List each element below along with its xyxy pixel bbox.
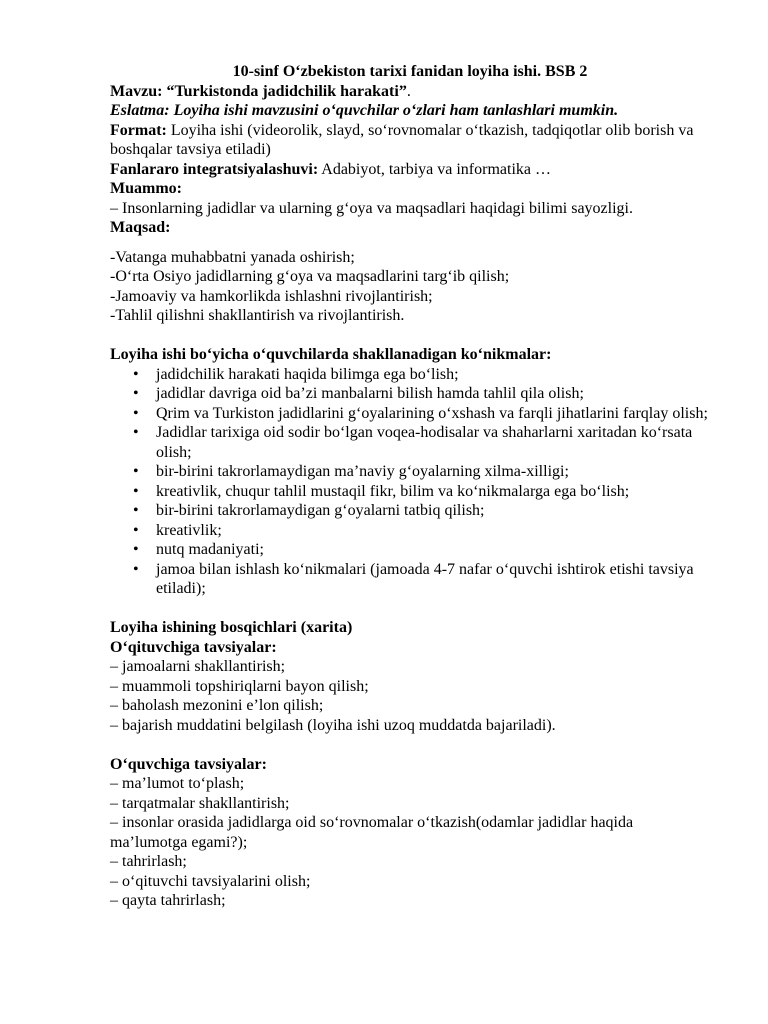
list-item: – muammoli topshiriqlarni bayon qilish; xyxy=(110,677,369,695)
list-item: – o‘qituvchi tavsiyalarini olish; xyxy=(110,872,311,890)
format-value: Loyiha ishi (videorolik, slayd, so‘rovnomalar o‘tkazish, tadqiqotlar olib borish va boshqalar tavsiya etiladi) xyxy=(110,121,694,158)
spacer xyxy=(110,326,710,346)
maqsad-heading: Maqsad: xyxy=(110,219,171,236)
bullet-icon: • xyxy=(133,404,139,422)
list-item xyxy=(110,462,710,482)
oqituvchi-heading: O‘qituvchiga tavsiyalar: xyxy=(110,638,277,656)
konikmalar-heading: Loyiha ishi bo‘yicha o‘quvchilarda shakllanadigan ko‘nikmalar: xyxy=(110,346,552,363)
bullet-icon: • xyxy=(133,424,139,441)
list-item xyxy=(110,560,710,599)
maqsad-list xyxy=(110,248,710,326)
mavzu-end: . xyxy=(406,82,411,100)
maqsad-item: -Tahlil qilishni shakllantirish va rivojlantirish. xyxy=(110,307,405,324)
oquvchi-list xyxy=(110,774,710,911)
document-title: 10-sinf O‘zbekiston tarixi fanidan loyiha ishi. BSB 2 xyxy=(232,63,588,80)
bullet-icon: • xyxy=(133,502,139,519)
oqituvchi-list xyxy=(110,657,710,735)
list-item-text: bir-birini takrorlamaydigan g‘oyalarni tatbiq qilish; xyxy=(156,502,485,519)
bullet-icon: • xyxy=(133,560,139,578)
list-item xyxy=(110,540,710,560)
list-item: – ma’lumot to‘plash; xyxy=(110,775,245,792)
list-item-text: kreativlik, chuqur tahlil mustaqil fikr, bilim va ko‘nikmalarga ega bo‘lish; xyxy=(156,482,630,500)
list-item xyxy=(110,501,710,521)
list-item xyxy=(110,384,710,404)
mavzu-label: Mavzu: xyxy=(110,82,163,100)
bullet-icon: • xyxy=(133,463,139,480)
list-item xyxy=(110,423,710,462)
integratsiya-line xyxy=(110,160,710,180)
muammo-heading: Muammo: xyxy=(110,180,182,197)
oquvchi-heading: O‘quvchiga tavsiyalar: xyxy=(110,755,267,773)
list-item: – insonlar orasida jadidlarga oid so‘rovnomalar o‘tkazish(odamlar jadidlar haqida ma’lumotga egami?); xyxy=(110,814,634,851)
spacer xyxy=(110,735,710,755)
integratsiya-label: Fanlararo integratsiyalashuvi: xyxy=(110,160,319,178)
list-item: – qayta tahrirlash; xyxy=(110,892,226,909)
spacer xyxy=(110,238,710,248)
bullet-icon: • xyxy=(133,521,139,539)
list-item-text: kreativlik; xyxy=(156,521,222,539)
konikmalar-list xyxy=(110,365,710,599)
list-item xyxy=(110,365,710,385)
list-item xyxy=(110,482,710,502)
bosqichlar-heading: Loyiha ishining bosqichlari (xarita) xyxy=(110,619,353,636)
bullet-icon: • xyxy=(133,385,139,402)
bullet-icon: • xyxy=(133,365,139,383)
bullet-icon: • xyxy=(133,541,139,558)
list-item: – tarqatmalar shakllantirish; xyxy=(110,794,290,812)
list-item: – tahrirlash; xyxy=(110,853,187,870)
maqsad-item: -O‘rta Osiyo jadidlarning g‘oya va maqsadlarini targ‘ib qilish; xyxy=(110,268,510,285)
integratsiya-value: Adabiyot, tarbiya va informatika … xyxy=(318,160,551,178)
list-item: – baholash mezonini e’lon qilish; xyxy=(110,697,324,714)
list-item-text: jamoa bilan ishlash ko‘nikmalari (jamoada 4-7 nafar o‘quvchi ishtirok etishi tavsiya etiladi); xyxy=(156,560,694,597)
list-item-text: Jadidlar tarixiga oid sodir bo‘lgan voqea-hodisalar va shaharlarni xaritadan ko‘rsata olish; xyxy=(156,424,693,461)
spacer xyxy=(110,599,710,619)
format-line xyxy=(110,121,710,160)
list-item-text: jadidchilik harakati haqida bilimga ega bo‘lish; xyxy=(156,365,459,383)
list-item-text: Qrim va Turkiston jadidlarini g‘oyalarining o‘xshash va farqli jihatlarini farqlay olish; xyxy=(156,404,708,422)
document-page xyxy=(110,62,710,911)
list-item-text: jadidlar davriga oid ba’zi manbalarni bilish hamda tahlil qila olish; xyxy=(156,385,584,402)
list-item xyxy=(110,521,710,541)
mavzu-value: “Turkistonda jadidchilik harakati” xyxy=(166,82,407,100)
list-item-text: bir-birini takrorlamaydigan ma’naviy g‘oyalarning xilma-xilligi; xyxy=(156,463,569,480)
format-label: Format: xyxy=(110,121,167,139)
list-item: – bajarish muddatini belgilash (loyiha ishi uzoq muddatda bajariladi). xyxy=(110,716,556,734)
list-item xyxy=(110,404,710,424)
list-item-text: nutq madaniyati; xyxy=(156,541,264,558)
bullet-icon: • xyxy=(133,482,139,500)
maqsad-item: -Vatanga muhabbatni yanada oshirish; xyxy=(110,248,355,266)
mavzu-line xyxy=(110,82,710,102)
list-item: – jamoalarni shakllantirish; xyxy=(110,658,286,675)
eslatma-line: Eslatma: Loyiha ishi mavzusini o‘quvchilar o‘zlari ham tanlashlari mumkin. xyxy=(110,102,619,119)
muammo-text: – Insonlarning jadidlar va ularning g‘oya va maqsadlari haqidagi bilimi sayozligi. xyxy=(110,199,633,217)
maqsad-item: -Jamoaviy va hamkorlikda ishlashni rivojlantirish; xyxy=(110,287,433,305)
